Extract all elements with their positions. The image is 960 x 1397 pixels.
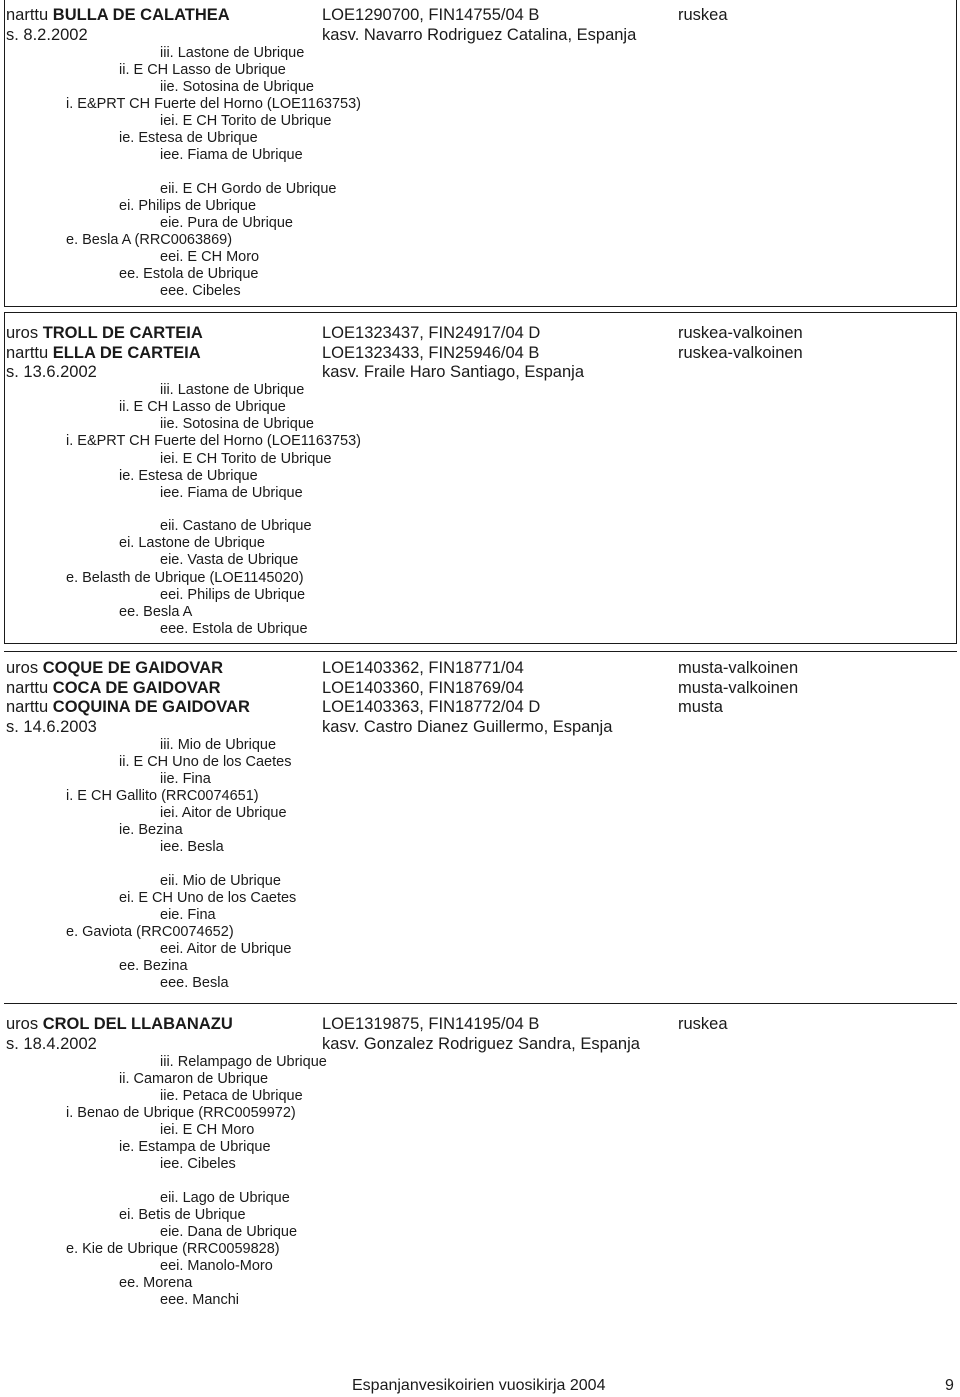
pedigree-ancestor: iii. Mio de Ubrique <box>160 736 277 753</box>
footer-page-number: 9 <box>945 1377 954 1394</box>
pedigree-ancestor: eei. Philips de Ubrique <box>160 586 306 603</box>
dog-sex: narttu <box>6 6 53 24</box>
pedigree-ancestor: iee. Fiama de Ubrique <box>160 147 303 164</box>
dog-title-line <box>6 698 250 717</box>
pedigree-ancestor: ei. Philips de Ubrique <box>119 197 257 214</box>
pedigree-ancestor: eee. Estola de Ubrique <box>160 620 308 637</box>
birth-date: s. 14.6.2003 <box>6 717 97 736</box>
pedigree-ancestor: e. Kie de Ubrique (RRC0059828) <box>66 1241 280 1257</box>
dog-sex: uros <box>6 659 43 677</box>
pedigree-ancestor: iee. Fiama de Ubrique <box>160 484 303 501</box>
pedigree-ancestor: iii. Relampago de Ubrique <box>160 1053 327 1070</box>
dog-registration: LOE1290700, FIN14755/04 B <box>322 6 540 24</box>
breeder: kasv. Gonzalez Rodriguez Sandra, Espanja <box>322 1034 640 1053</box>
pedigree-ancestor: ie. Estesa de Ubrique <box>119 130 258 147</box>
dog-sex: narttu <box>6 678 53 697</box>
pedigree-ancestor: ee. Bezina <box>119 958 188 975</box>
dog-sex: uros <box>6 324 43 342</box>
dog-color: ruskea-valkoinen <box>678 343 803 362</box>
pedigree-ancestor: eei. E CH Moro <box>160 249 260 266</box>
pedigree-ancestor: i. E CH Gallito (RRC0074651) <box>66 787 259 804</box>
pedigree-ancestor: ie. Estesa de Ubrique <box>119 467 258 484</box>
pedigree-ancestor: iei. E CH Torito de Ubrique <box>160 450 332 467</box>
pedigree-ancestor: iii. Lastone de Ubrique <box>160 44 305 61</box>
pedigree-ancestor: ee. Besla A <box>119 603 193 620</box>
pedigree-ancestor: eii. Lago de Ubrique <box>160 1189 290 1206</box>
dog-color: ruskea <box>678 1015 728 1033</box>
dog-sex: narttu <box>6 698 53 716</box>
pedigree-ancestor: i. E&PRT CH Fuerte del Horno (LOE1163753) <box>66 433 361 450</box>
pedigree-ancestor: ee. Morena <box>119 1275 193 1292</box>
pedigree-ancestor: eie. Pura de Ubrique <box>160 214 293 231</box>
dog-title-line <box>6 659 223 678</box>
pedigree-ancestor: i. E&PRT CH Fuerte del Horno (LOE1163753) <box>66 95 361 112</box>
dog-color: ruskea <box>678 6 728 24</box>
pedigree-ancestor: eie. Dana de Ubrique <box>160 1223 298 1240</box>
pedigree-ancestor: ei. Betis de Ubrique <box>119 1206 246 1223</box>
pedigree-ancestor: e. Belasth de Ubrique (LOE1145020) <box>66 569 304 586</box>
dog-sex: uros <box>6 1015 43 1033</box>
entry-2-top-rule <box>4 312 957 313</box>
dog-registration: LOE1319875, FIN14195/04 B <box>322 1015 540 1033</box>
pedigree-ancestor: e. Gaviota (RRC0074652) <box>66 924 234 940</box>
dog-name: COQUE DE GAIDOVAR <box>42 659 223 677</box>
pedigree-ancestor: e. Besla A (RRC0063869) <box>66 232 233 248</box>
pedigree-ancestor: iie. Fina <box>160 770 211 787</box>
pedigree-ancestor: eii. Castano de Ubrique <box>160 518 312 535</box>
dog-name: COQUINA DE GAIDOVAR <box>52 698 250 716</box>
pedigree-ancestor: ii. E CH Lasso de Ubrique <box>119 61 286 78</box>
dog-title-line <box>6 324 203 343</box>
pedigree-ancestor: ie. Estampa de Ubrique <box>119 1139 271 1156</box>
pedigree-ancestor: eii. E CH Gordo de Ubrique <box>160 180 337 197</box>
dog-color: ruskea-valkoinen <box>678 324 803 342</box>
dog-color: musta-valkoinen <box>678 659 799 677</box>
pedigree-ancestor: eei. Manolo-Moro <box>160 1258 273 1275</box>
pedigree-ancestor: iei. E CH Moro <box>160 1122 255 1139</box>
dog-title-line <box>6 344 201 363</box>
dog-sex: narttu <box>6 343 53 362</box>
breeder: kasv. Navarro Rodriguez Catalina, Espanja <box>322 25 637 44</box>
pedigree-ancestor: eee. Besla <box>160 975 229 992</box>
birth-date: s. 13.6.2002 <box>6 363 97 381</box>
pedigree-ancestor: ee. Estola de Ubrique <box>119 266 259 283</box>
pedigree-ancestor: eee. Cibeles <box>160 283 241 300</box>
pedigree-ancestor: ie. Bezina <box>119 822 183 839</box>
dog-name: ELLA DE CARTEIA <box>52 343 201 362</box>
dog-title-line <box>6 679 221 698</box>
pedigree-ancestor: ii. E CH Uno de los Caetes <box>119 753 292 770</box>
dog-color: musta-valkoinen <box>678 678 799 697</box>
entry-3-top-rule <box>4 651 957 652</box>
pedigree-ancestor: iie. Sotosina de Ubrique <box>160 416 314 433</box>
breeder: kasv. Castro Dianez Guillermo, Espanja <box>322 717 613 736</box>
pedigree-ancestor: ei. Lastone de Ubrique <box>119 535 265 552</box>
dog-registration: LOE1403360, FIN18769/04 <box>322 678 524 697</box>
dog-registration: LOE1403362, FIN18771/04 <box>322 659 524 677</box>
pedigree-ancestor: iei. Aitor de Ubrique <box>160 805 287 822</box>
entry-4-top-rule <box>4 1003 957 1004</box>
pedigree-ancestor: i. Benao de Ubrique (RRC0059972) <box>66 1104 296 1121</box>
pedigree-ancestor: iei. E CH Torito de Ubrique <box>160 113 332 130</box>
pedigree-ancestor: ii. E CH Lasso de Ubrique <box>119 399 286 416</box>
dog-name: COCA DE GAIDOVAR <box>52 678 221 697</box>
pedigree-ancestor: eei. Aitor de Ubrique <box>160 941 292 958</box>
breeder: kasv. Fraile Haro Santiago, Espanja <box>322 363 584 381</box>
pedigree-ancestor: ei. E CH Uno de los Caetes <box>119 889 297 906</box>
dog-registration: LOE1403363, FIN18772/04 D <box>322 698 541 716</box>
pedigree-ancestor: eie. Fina <box>160 906 216 923</box>
dog-name: BULLA DE CALATHEA <box>52 6 230 24</box>
dog-title-line <box>6 6 230 25</box>
dog-color: musta <box>678 698 723 716</box>
dog-title-line <box>6 1015 233 1034</box>
dog-name: CROL DEL LLABANAZU <box>42 1015 233 1033</box>
dog-registration: LOE1323433, FIN25946/04 B <box>322 343 540 362</box>
pedigree-ancestor: eie. Vasta de Ubrique <box>160 552 299 569</box>
footer-publication: Espanjanvesikoirien vuosikirja 2004 <box>352 1377 606 1394</box>
birth-date: s. 18.4.2002 <box>6 1034 97 1053</box>
pedigree-ancestor: iii. Lastone de Ubrique <box>160 382 305 398</box>
pedigree-ancestor: iee. Besla <box>160 839 224 856</box>
pedigree-ancestor: eee. Manchi <box>160 1292 239 1309</box>
pedigree-ancestor: eii. Mio de Ubrique <box>160 872 281 889</box>
entry-1-frame <box>4 0 957 307</box>
pedigree-ancestor: iie. Petaca de Ubrique <box>160 1087 303 1104</box>
dog-name: TROLL DE CARTEIA <box>42 324 203 342</box>
pedigree-ancestor: iie. Sotosina de Ubrique <box>160 78 314 95</box>
dog-registration: LOE1323437, FIN24917/04 D <box>322 324 541 342</box>
pedigree-ancestor: ii. Camaron de Ubrique <box>119 1070 269 1087</box>
pedigree-ancestor: iee. Cibeles <box>160 1156 236 1173</box>
birth-date: s. 8.2.2002 <box>6 25 88 44</box>
